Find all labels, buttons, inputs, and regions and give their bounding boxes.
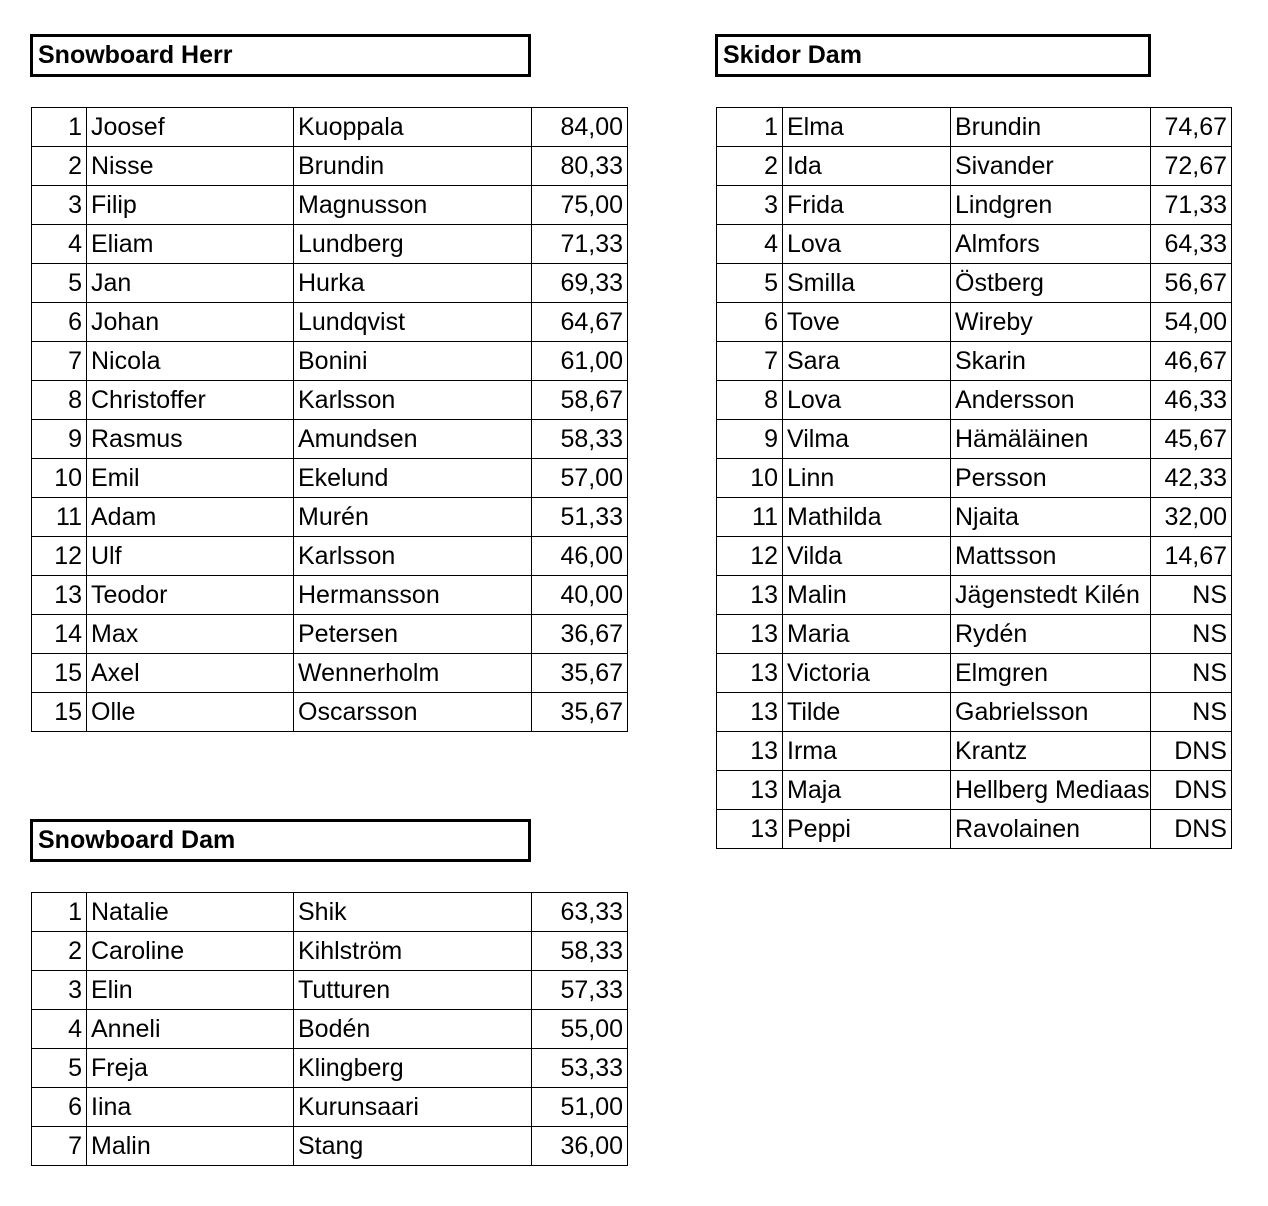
score-cell: 35,67 [532, 693, 628, 732]
table-row [717, 810, 1232, 849]
first-name-cell: Jan [87, 264, 294, 303]
results-table-snowboard-herr [31, 107, 628, 732]
first-name-cell: Peppi [783, 810, 951, 849]
first-name-cell: Victoria [783, 654, 951, 693]
rank-cell: 5 [32, 264, 87, 303]
last-name-cell: Mattsson [951, 537, 1151, 576]
score-cell: 80,33 [532, 147, 628, 186]
last-name-cell: Wireby [951, 303, 1151, 342]
last-name-cell: Bodén [294, 1010, 532, 1049]
section-title-snowboard-dam: Snowboard Dam [30, 819, 531, 862]
first-name-cell: Nicola [87, 342, 294, 381]
last-name-cell: Stang [294, 1127, 532, 1166]
table-row [717, 771, 1232, 810]
last-name-cell: Magnusson [294, 186, 532, 225]
score-cell: 45,67 [1151, 420, 1232, 459]
score-cell: DNS [1151, 771, 1232, 810]
rank-cell: 1 [717, 108, 783, 147]
score-cell: NS [1151, 693, 1232, 732]
last-name-cell: Gabrielsson [951, 693, 1151, 732]
table-row [32, 1088, 628, 1127]
score-cell: 74,67 [1151, 108, 1232, 147]
table-row [32, 303, 628, 342]
last-name-cell: Almfors [951, 225, 1151, 264]
table-row [32, 1049, 628, 1088]
rank-cell: 15 [32, 693, 87, 732]
table-row [32, 342, 628, 381]
rank-cell: 3 [717, 186, 783, 225]
score-cell: 57,33 [532, 971, 628, 1010]
rank-cell: 10 [32, 459, 87, 498]
table-row [717, 264, 1232, 303]
rank-cell: 13 [717, 732, 783, 771]
first-name-cell: Iina [87, 1088, 294, 1127]
first-name-cell: Vilma [783, 420, 951, 459]
first-name-cell: Lova [783, 381, 951, 420]
rank-cell: 7 [717, 342, 783, 381]
rank-cell: 13 [717, 693, 783, 732]
last-name-cell: Lundberg [294, 225, 532, 264]
results-table-skidor-dam [716, 107, 1232, 849]
rank-cell: 11 [717, 498, 783, 537]
score-cell: 75,00 [532, 186, 628, 225]
rank-cell: 5 [32, 1049, 87, 1088]
table-row [32, 225, 628, 264]
table-row [717, 186, 1232, 225]
score-cell: 72,67 [1151, 147, 1232, 186]
first-name-cell: Anneli [87, 1010, 294, 1049]
score-cell: 64,33 [1151, 225, 1232, 264]
table-row [717, 147, 1232, 186]
table-row [32, 576, 628, 615]
first-name-cell: Rasmus [87, 420, 294, 459]
first-name-cell: Maria [783, 615, 951, 654]
first-name-cell: Smilla [783, 264, 951, 303]
table-row [717, 225, 1232, 264]
first-name-cell: Freja [87, 1049, 294, 1088]
last-name-cell: Elmgren [951, 654, 1151, 693]
rank-cell: 6 [32, 1088, 87, 1127]
last-name-cell: Hämäläinen [951, 420, 1151, 459]
table-row [717, 303, 1232, 342]
score-cell: 58,67 [532, 381, 628, 420]
last-name-cell: Kurunsaari [294, 1088, 532, 1127]
rank-cell: 6 [717, 303, 783, 342]
first-name-cell: Emil [87, 459, 294, 498]
first-name-cell: Maja [783, 771, 951, 810]
rank-cell: 5 [717, 264, 783, 303]
rank-cell: 3 [32, 971, 87, 1010]
last-name-cell: Sivander [951, 147, 1151, 186]
rank-cell: 7 [32, 342, 87, 381]
last-name-cell: Petersen [294, 615, 532, 654]
score-cell: 46,00 [532, 537, 628, 576]
first-name-cell: Lova [783, 225, 951, 264]
rank-cell: 10 [717, 459, 783, 498]
score-cell: 64,67 [532, 303, 628, 342]
rank-cell: 4 [32, 225, 87, 264]
table-row [32, 420, 628, 459]
rank-cell: 13 [32, 576, 87, 615]
first-name-cell: Linn [783, 459, 951, 498]
rank-cell: 13 [717, 576, 783, 615]
results-table-body [32, 893, 628, 1166]
last-name-cell: Lindgren [951, 186, 1151, 225]
first-name-cell: Filip [87, 186, 294, 225]
table-row [717, 537, 1232, 576]
first-name-cell: Tilde [783, 693, 951, 732]
last-name-cell: Brundin [951, 108, 1151, 147]
table-row [32, 459, 628, 498]
first-name-cell: Ulf [87, 537, 294, 576]
rank-cell: 13 [717, 771, 783, 810]
results-table-body [32, 108, 628, 732]
rank-cell: 13 [717, 810, 783, 849]
last-name-cell: Karlsson [294, 381, 532, 420]
score-cell: 32,00 [1151, 498, 1232, 537]
first-name-cell: Axel [87, 654, 294, 693]
rank-cell: 1 [32, 893, 87, 932]
last-name-cell: Murén [294, 498, 532, 537]
first-name-cell: Malin [783, 576, 951, 615]
first-name-cell: Caroline [87, 932, 294, 971]
table-row [32, 932, 628, 971]
table-row [32, 1010, 628, 1049]
rank-cell: 8 [717, 381, 783, 420]
score-cell: 35,67 [532, 654, 628, 693]
first-name-cell: Johan [87, 303, 294, 342]
score-cell: DNS [1151, 810, 1232, 849]
score-cell: NS [1151, 576, 1232, 615]
score-cell: 63,33 [532, 893, 628, 932]
table-row [32, 264, 628, 303]
score-cell: 71,33 [532, 225, 628, 264]
rank-cell: 2 [717, 147, 783, 186]
last-name-cell: Kihlström [294, 932, 532, 971]
last-name-cell: Östberg [951, 264, 1151, 303]
last-name-cell: Rydén [951, 615, 1151, 654]
results-table-body [717, 108, 1232, 849]
table-row [32, 147, 628, 186]
score-cell: 57,00 [532, 459, 628, 498]
table-row [717, 693, 1232, 732]
rank-cell: 2 [32, 932, 87, 971]
rank-cell: 1 [32, 108, 87, 147]
score-cell: 51,33 [532, 498, 628, 537]
score-cell: 36,00 [532, 1127, 628, 1166]
score-cell: 42,33 [1151, 459, 1232, 498]
last-name-cell: Amundsen [294, 420, 532, 459]
table-row [717, 732, 1232, 771]
first-name-cell: Frida [783, 186, 951, 225]
rank-cell: 15 [32, 654, 87, 693]
score-cell: 55,00 [532, 1010, 628, 1049]
last-name-cell: Skarin [951, 342, 1151, 381]
score-cell: 46,67 [1151, 342, 1232, 381]
last-name-cell: Jägenstedt Kilén [951, 576, 1151, 615]
last-name-cell: Persson [951, 459, 1151, 498]
last-name-cell: Lundqvist [294, 303, 532, 342]
table-row [717, 654, 1232, 693]
score-cell: DNS [1151, 732, 1232, 771]
first-name-cell: Tove [783, 303, 951, 342]
first-name-cell: Max [87, 615, 294, 654]
table-row [32, 693, 628, 732]
rank-cell: 4 [32, 1010, 87, 1049]
rank-cell: 2 [32, 147, 87, 186]
rank-cell: 9 [717, 420, 783, 459]
rank-cell: 6 [32, 303, 87, 342]
first-name-cell: Ida [783, 147, 951, 186]
table-row [32, 971, 628, 1010]
table-row [717, 342, 1232, 381]
first-name-cell: Nisse [87, 147, 294, 186]
last-name-cell: Ekelund [294, 459, 532, 498]
first-name-cell: Eliam [87, 225, 294, 264]
last-name-cell: Hermansson [294, 576, 532, 615]
first-name-cell: Sara [783, 342, 951, 381]
rank-cell: 12 [32, 537, 87, 576]
last-name-cell: Klingberg [294, 1049, 532, 1088]
first-name-cell: Irma [783, 732, 951, 771]
last-name-cell: Andersson [951, 381, 1151, 420]
first-name-cell: Malin [87, 1127, 294, 1166]
table-row [32, 498, 628, 537]
first-name-cell: Christoffer [87, 381, 294, 420]
rank-cell: 4 [717, 225, 783, 264]
last-name-cell: Hellberg Mediaas [951, 771, 1151, 810]
rank-cell: 13 [717, 654, 783, 693]
table-row [32, 654, 628, 693]
first-name-cell: Olle [87, 693, 294, 732]
table-row [32, 537, 628, 576]
table-row [717, 381, 1232, 420]
score-cell: 58,33 [532, 420, 628, 459]
results-table-snowboard-dam [31, 892, 628, 1166]
last-name-cell: Tutturen [294, 971, 532, 1010]
score-cell: 14,67 [1151, 537, 1232, 576]
first-name-cell: Joosef [87, 108, 294, 147]
last-name-cell: Hurka [294, 264, 532, 303]
score-cell: 40,00 [532, 576, 628, 615]
rank-cell: 13 [717, 615, 783, 654]
table-row [32, 381, 628, 420]
table-row [717, 498, 1232, 537]
last-name-cell: Karlsson [294, 537, 532, 576]
rank-cell: 7 [32, 1127, 87, 1166]
rank-cell: 12 [717, 537, 783, 576]
table-row [717, 420, 1232, 459]
score-cell: 71,33 [1151, 186, 1232, 225]
first-name-cell: Vilda [783, 537, 951, 576]
first-name-cell: Elin [87, 971, 294, 1010]
score-cell: NS [1151, 615, 1232, 654]
table-row [717, 576, 1232, 615]
last-name-cell: Kuoppala [294, 108, 532, 147]
table-row [717, 108, 1232, 147]
rank-cell: 8 [32, 381, 87, 420]
table-row [32, 1127, 628, 1166]
section-title-skidor-dam: Skidor Dam [715, 34, 1151, 77]
last-name-cell: Wennerholm [294, 654, 532, 693]
score-cell: 51,00 [532, 1088, 628, 1127]
score-cell: 69,33 [532, 264, 628, 303]
last-name-cell: Brundin [294, 147, 532, 186]
table-row [717, 459, 1232, 498]
last-name-cell: Oscarsson [294, 693, 532, 732]
score-cell: 54,00 [1151, 303, 1232, 342]
last-name-cell: Ravolainen [951, 810, 1151, 849]
rank-cell: 14 [32, 615, 87, 654]
score-cell: 46,33 [1151, 381, 1232, 420]
first-name-cell: Natalie [87, 893, 294, 932]
score-cell: 56,67 [1151, 264, 1232, 303]
score-cell: 53,33 [532, 1049, 628, 1088]
score-cell: NS [1151, 654, 1232, 693]
table-row [32, 108, 628, 147]
last-name-cell: Njaita [951, 498, 1151, 537]
first-name-cell: Adam [87, 498, 294, 537]
last-name-cell: Krantz [951, 732, 1151, 771]
first-name-cell: Mathilda [783, 498, 951, 537]
score-cell: 36,67 [532, 615, 628, 654]
table-row [717, 615, 1232, 654]
rank-cell: 3 [32, 186, 87, 225]
rank-cell: 11 [32, 498, 87, 537]
section-title-snowboard-herr: Snowboard Herr [30, 34, 531, 77]
first-name-cell: Teodor [87, 576, 294, 615]
score-cell: 61,00 [532, 342, 628, 381]
table-row [32, 186, 628, 225]
table-row [32, 615, 628, 654]
first-name-cell: Elma [783, 108, 951, 147]
last-name-cell: Shik [294, 893, 532, 932]
rank-cell: 9 [32, 420, 87, 459]
table-row [32, 893, 628, 932]
score-cell: 84,00 [532, 108, 628, 147]
score-cell: 58,33 [532, 932, 628, 971]
last-name-cell: Bonini [294, 342, 532, 381]
